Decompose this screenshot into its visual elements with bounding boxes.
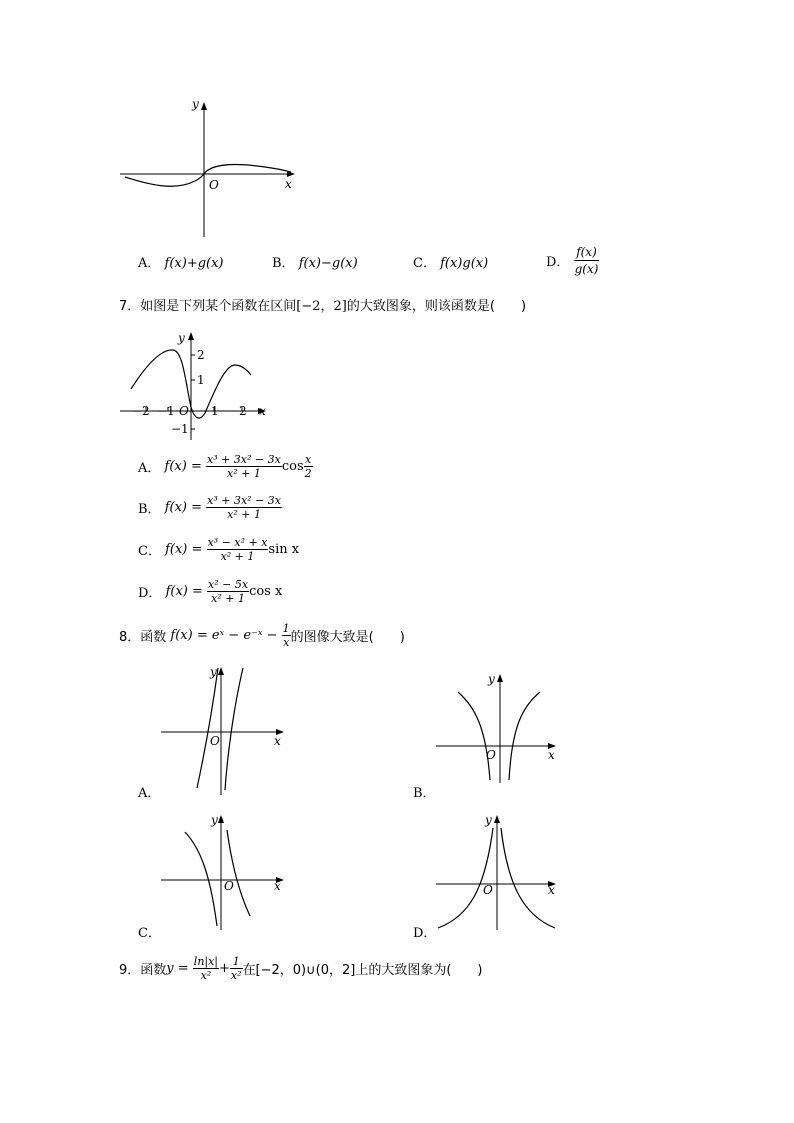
curve-right — [501, 828, 555, 928]
ytick-m1: −1 — [171, 422, 189, 436]
curve — [125, 165, 291, 187]
svg-text:O: O — [224, 879, 234, 893]
option-expr: f(x)+g(x) — [164, 256, 224, 271]
q7-stem: 7．如图是下列某个函数在区间[−2，2]的大致图象，则该函数是( ) — [119, 299, 527, 314]
q6-option-a[interactable] — [138, 252, 224, 271]
svg-text:x: x — [274, 734, 281, 748]
curve-left — [185, 832, 217, 926]
svg-text:y: y — [211, 813, 218, 827]
y-label: y — [178, 331, 185, 345]
option-lhs: f(x) = — [164, 459, 202, 474]
xtick-m1: −1 — [157, 404, 175, 418]
y-arrow — [188, 332, 194, 340]
curve-right — [509, 692, 540, 780]
option-lhs: f(x) = — [165, 542, 203, 557]
q8-option-b[interactable]: B． — [413, 786, 436, 801]
curve-left — [438, 828, 493, 928]
option-letter: D． — [138, 586, 162, 601]
q7-graph — [115, 325, 275, 443]
ytick-1: 1 — [197, 373, 205, 387]
curve-left — [458, 692, 490, 780]
option-fraction: $\frac{\text{x³ − x² + x}}{\text{x² + 1}}$ — [207, 536, 268, 563]
x-label: x — [285, 177, 292, 191]
option-fraction: $\frac{\text{x³ + 3x² − 3x}}{\text{x² + 1}}$ — [207, 494, 282, 521]
svg-text:y: y — [485, 813, 492, 827]
origin-label: O — [179, 404, 189, 418]
option-fraction-2: $\frac{x}{2}$ — [304, 453, 312, 480]
option-expr: f(x)−g(x) — [298, 256, 358, 271]
q6-option-d[interactable] — [546, 244, 599, 277]
q6-option-c[interactable] — [413, 252, 488, 271]
origin-label: O — [209, 178, 219, 192]
svg-text:x: x — [548, 748, 555, 762]
option-letter: A． — [138, 461, 161, 476]
option-letter: A． — [138, 256, 161, 271]
option-lhs: f(x) = — [164, 500, 203, 515]
svg-text:O: O — [483, 883, 493, 897]
q8-stem: 8．函数 f(x) = eˣ − e⁻ˣ − $\frac{1}{x}$ 的图像大致是( ) — [119, 622, 405, 649]
svg-text:O: O — [210, 734, 220, 748]
q8-graph-a — [155, 660, 295, 800]
svg-text:y: y — [210, 665, 217, 679]
q6-graph — [115, 95, 305, 240]
xtick-1: 1 — [211, 404, 219, 418]
svg-text:y: y — [488, 672, 495, 686]
option-letter: C． — [138, 544, 161, 559]
y-label: y — [192, 97, 199, 111]
q8-graph-b — [430, 665, 570, 785]
svg-text:x: x — [548, 883, 555, 897]
ytick-2: 2 — [197, 348, 205, 362]
xtick-m2: −2 — [132, 404, 150, 418]
q7-option-a[interactable]: A． f(x) = $\frac{\text{x³ + 3x² − 3x}}{\text{x² + 1}}$ cos $\frac{x}{2}$ — [138, 453, 312, 480]
xtick-2: 2 — [239, 404, 247, 418]
q8-option-a[interactable]: A． — [138, 786, 161, 801]
option-letter: B． — [138, 502, 161, 517]
option-fraction: $\frac{\text{x³ + 3x² − 3x}}{\text{x² + 1}}$ — [206, 453, 281, 480]
option-letter: B． — [272, 256, 295, 271]
q8-graph-d — [430, 808, 570, 933]
curve-right — [227, 830, 250, 916]
option-lhs: f(x) = — [165, 584, 203, 599]
q8-option-d[interactable]: D． — [413, 926, 437, 941]
q8-graph-c — [155, 808, 295, 933]
curve-left — [197, 668, 218, 788]
option-letter: C． — [413, 256, 436, 271]
x-label: x — [259, 404, 266, 418]
option-letter: D． — [546, 255, 570, 270]
svg-text:O: O — [486, 748, 496, 762]
q6-option-b[interactable] — [272, 252, 358, 271]
q7-option-d[interactable]: D． f(x) = $\frac{\text{x² − 5x}}{\text{x² + 1}}$ cos x — [138, 578, 283, 605]
option-fraction: $\frac{f(x)}{g(x)}$ — [574, 245, 599, 276]
option-fraction: $\frac{\text{x² − 5x}}{\text{x² + 1}}$ — [208, 578, 249, 605]
option-expr: f(x)g(x) — [440, 256, 489, 271]
q8-option-c[interactable]: C． — [138, 926, 161, 941]
curve-right — [225, 668, 243, 790]
q7-option-c[interactable]: C． f(x) = $\frac{\text{x³ − x² + x}}{\text{x² + 1}}$ sin x — [138, 536, 300, 563]
svg-text:x: x — [274, 879, 281, 893]
q9-stem: 9．函数y = $\frac{\ln|x|}{\text{x²}}$ + $\frac{1}{\text{x²}}$ 在[−2，0)∪(0，2]上的大致图象为( ) — [119, 955, 483, 982]
y-arrow — [201, 102, 207, 110]
q7-option-b[interactable] — [138, 494, 282, 521]
